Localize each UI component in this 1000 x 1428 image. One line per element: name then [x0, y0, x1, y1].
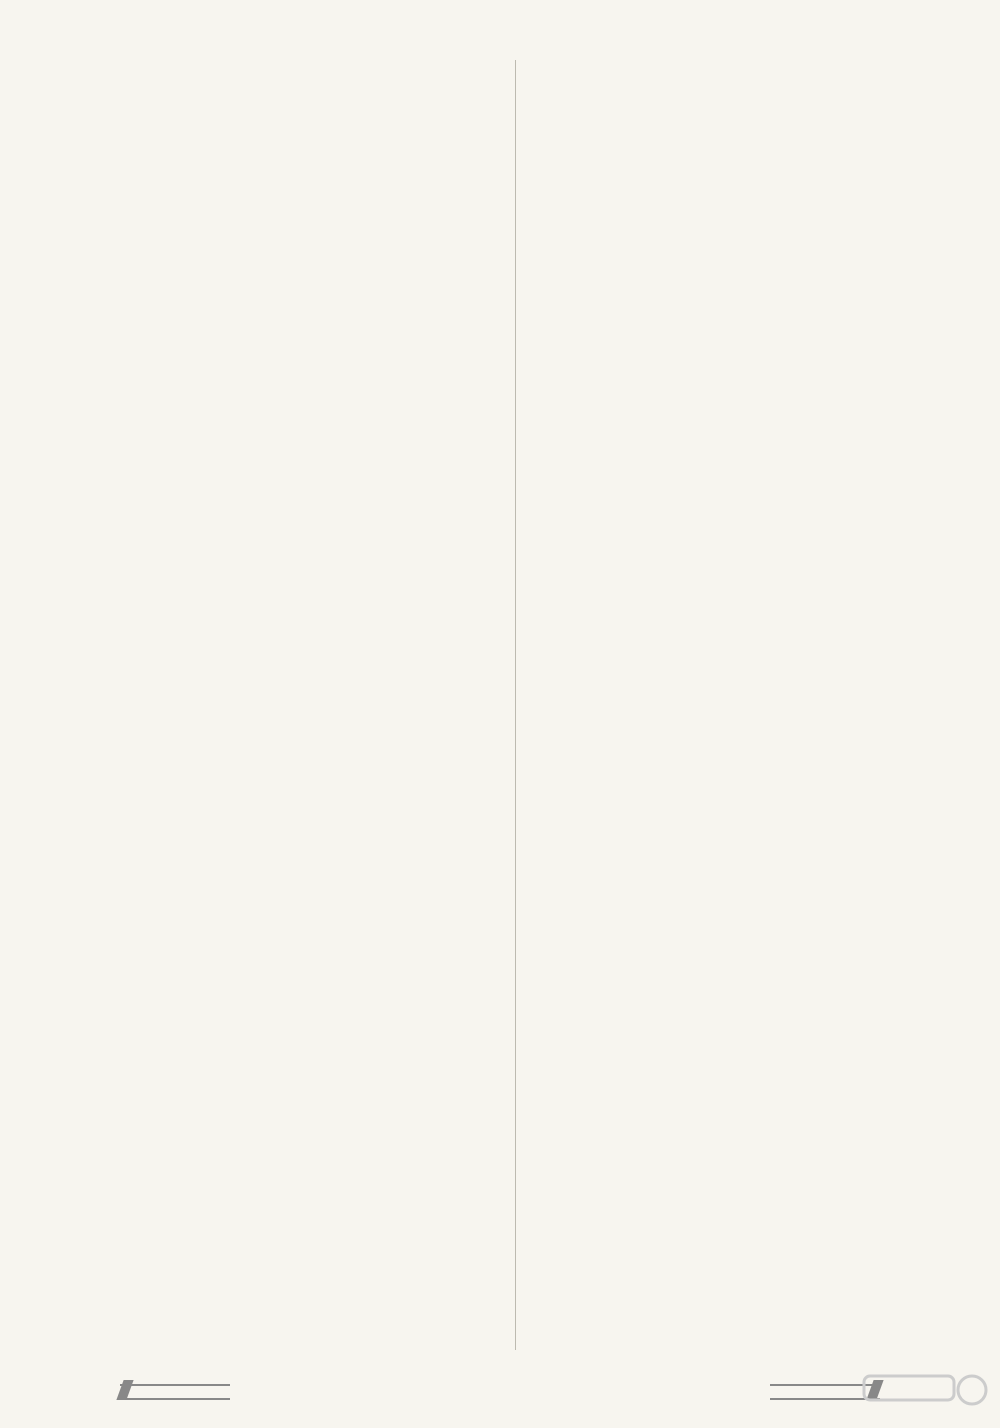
watermark-logo	[860, 1370, 990, 1420]
column-divider	[515, 60, 516, 1350]
page-footer	[180, 1373, 820, 1407]
